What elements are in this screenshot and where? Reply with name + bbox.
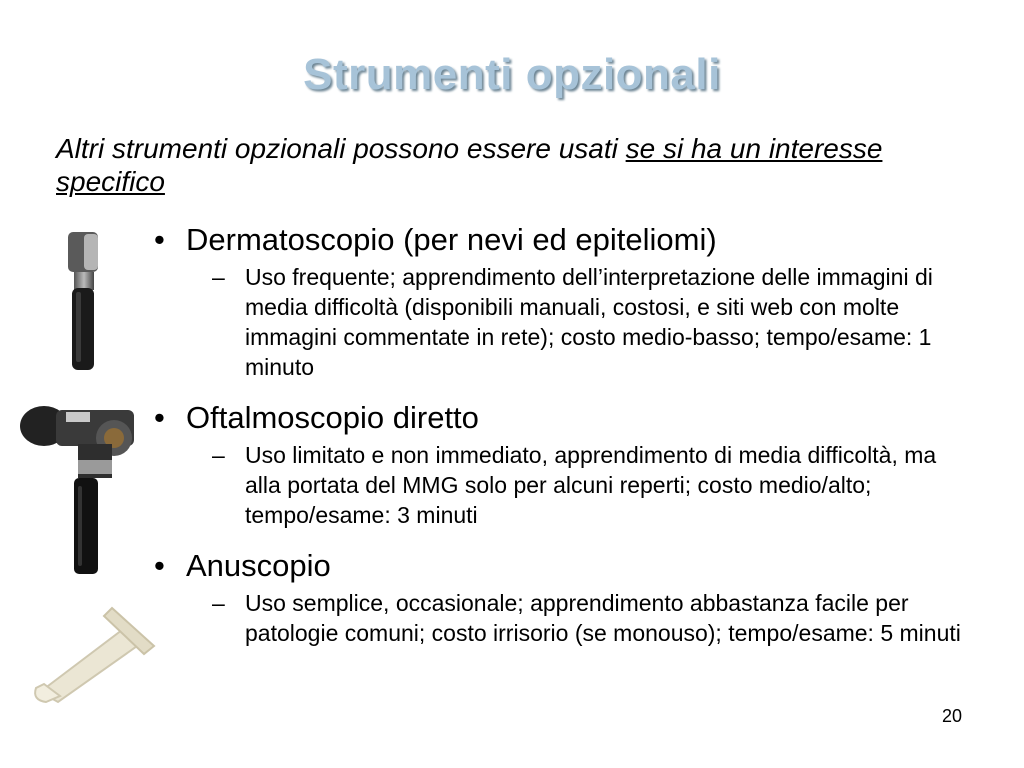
bullet-detail: – Uso frequente; apprendimento dell’interpretazione delle immagini di media difficoltà (disponibili manuali, costosi, e siti web con molte immagini commentate in rete); costo medio-basso; tempo/esame: 1 minuto (212, 262, 975, 382)
item-oftalmoscopio (154, 400, 984, 530)
bullet-heading: • Oftalmoscopio diretto (154, 400, 984, 436)
bullet-heading: • Dermatoscopio (per nevi ed epiteliomi) (154, 222, 984, 258)
intro-text (56, 132, 956, 198)
anoscope-image (30, 600, 160, 704)
intro-underlined: se si ha un interesse specifico (56, 133, 883, 197)
item-anuscopio (154, 548, 984, 648)
intro-plain: Altri strumenti opzionali possono essere usati (56, 133, 626, 164)
item-dermatoscopio (154, 222, 984, 382)
bullet-heading: • Anuscopio (154, 548, 984, 584)
bullet-detail: – Uso limitato e non immediato, apprendimento di media difficoltà, ma alla portata del MMG solo per alcuni reperti; costo medio/alto; tempo/esame: 3 minuti (212, 440, 975, 530)
ophthalmoscope-image (16, 398, 138, 576)
page-number: 20 (941, 706, 962, 726)
bullet-detail: – Uso semplice, occasionale; apprendimento abbastanza facile per patologie comuni; costo irrisorio (se monouso); tempo/esame: 5 minuti (212, 588, 975, 648)
slide-title: Strumenti opzionali (303, 50, 721, 99)
dermatoscope-image (60, 228, 108, 373)
